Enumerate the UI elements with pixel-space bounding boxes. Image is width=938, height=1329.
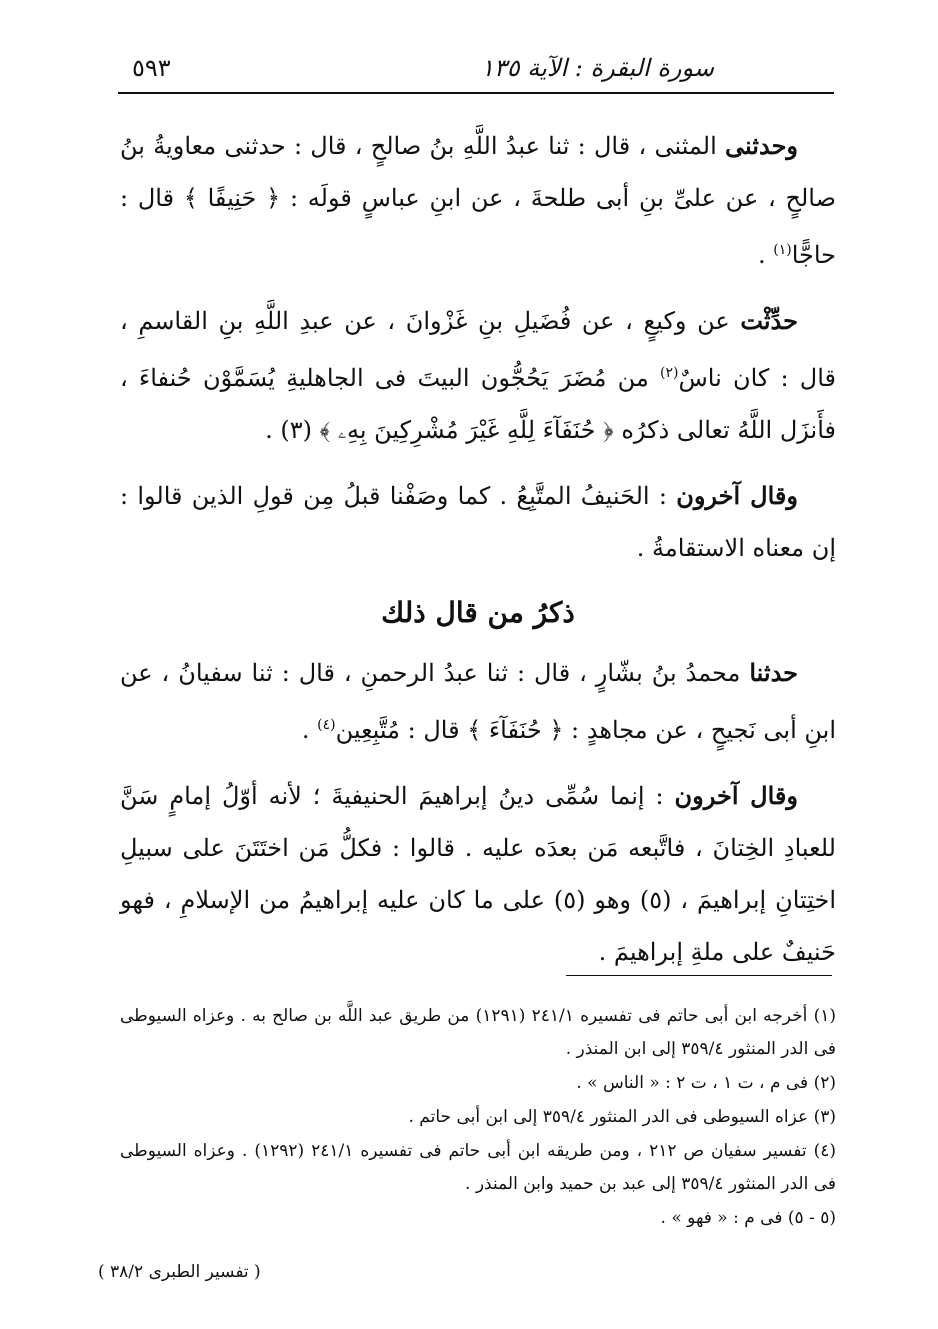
paragraph-3 — [120, 470, 836, 574]
paragraph-lead: وقال آخرون — [676, 481, 798, 510]
paragraph-5 — [120, 770, 836, 978]
paragraph-tail: من مُضَرَ يَحُجُّون البيتَ فى الجاهليةِ يُسَمَّوْن حُنفاءَ ، فأَنزَل اللَّهُ تعالى ذكرُه ﴿ حُنَفَآءَ لِلَّهِ غَيْرَ مُشْرِكِينَ بِهِۦ ﴾ (٣) . — [120, 364, 836, 444]
paragraph-text: محمدُ بنُ بشّارٍ ، قال : ثنا عبدُ الرحمنِ ، قال : ثنا سفيانُ ، عن ابنِ أبى نَجيحٍ ، عن مجاهدٍ : ﴿ حُنَفَآءَ ﴾ قال : مُتَّبِعِين — [120, 659, 836, 744]
footnote-4: (٤) تفسير سفيان ص ٢١٢ ، ومن طريقه ابن أبى حاتم فى تفسيره ٢٤١/١ (١٢٩٢) . وعزاه السيوطى فى الدر المنثور ٣٥٩/٤ إلى عبد بن حميد وابن المنذر . — [120, 1141, 836, 1194]
paragraph-tail: . — [301, 716, 318, 744]
page-number: ٥٩٣ — [132, 54, 171, 82]
footnote-ref: (٢) — [660, 365, 679, 381]
footnote-1: (١) أخرجه ابن أبى حاتم فى تفسيره ٢٤١/١ (١٢٩١) من طريق عبد اللَّه بن صالح به . وعزاه السيوطى فى الدر المنثور ٣٥٩/٤ إلى ابن المنذر . — [120, 1006, 837, 1059]
paragraph-1 — [120, 120, 836, 281]
paragraph-lead: وقال آخرون — [674, 781, 798, 810]
footnote-divider — [566, 975, 832, 976]
paragraph-text: المثنى ، قال : ثنا عبدُ اللَّهِ بنُ صالحٍ ، قال : حدثنى معاويةُ بنُ صالحٍ ، عن علىِّ بنِ أبى طلحةَ ، عن ابنِ عباسٍ قولَه : ﴿ حَنِيفًا ﴾ قال : حاجًّا — [120, 132, 837, 269]
paragraph-lead: وحدثنى — [725, 131, 798, 160]
paragraph-4 — [120, 647, 836, 756]
footnote-3: (٣) عزاه السيوطى فى الدر المنثور ٣٥٩/٤ إلى ابن أبى حاتم . — [408, 1107, 836, 1127]
paragraph-text: : إنما سُمِّى دينُ إبراهيمَ الحنيفيةَ ؛ لأنه أوّلُ إمامٍ سَنَّ للعبادِ الخِتانَ ، فاتَّبعه مَن بعدَه عليه . قالوا : فكلُّ مَن اختَتَنَ على سبيلِ اختِتانِ إبراهيمَ ، (٥) وهو (٥) على ما كان عليه إبراهيمُ من الإسلامِ ، فهو حَنيفٌ على ملةِ إبراهيمَ . — [120, 782, 836, 966]
paragraph-tail: . — [757, 241, 774, 269]
footnote-2: (٢) فى م ، ت ١ ، ت ٢ : « الناس » . — [576, 1073, 836, 1093]
running-title: سورة البقرة : الآية ١٣٥ — [480, 54, 714, 82]
paragraph-text: : الحَنيفُ المتَّبِعُ . كما وصَفْنا قبلُ مِن قولِ الذين قالوا : إن معناه الاستقامةُ . — [120, 482, 836, 562]
section-heading: ذكرُ من قال ذلك — [381, 596, 575, 629]
footnotes — [120, 1000, 836, 1236]
footnote-ref: (١) — [773, 242, 792, 258]
footnote-ref: (٤) — [317, 717, 336, 733]
paragraph-2 — [120, 295, 836, 456]
page-header — [118, 44, 834, 94]
paragraph-lead: حدثنا — [749, 658, 798, 687]
paragraph-text: عن وكيعٍ ، عن فُضَيلِ بنِ غَزْوانَ ، عن عبدِ اللَّهِ بنِ القاسمِ ، قال : كان ناسٌ — [120, 307, 836, 392]
footnote-5: (٥ - ٥) فى م : « فهو » . — [660, 1208, 836, 1228]
volume-reference: ( تفسير الطبرى ٣٨/٢ ) — [98, 1262, 261, 1282]
main-text — [120, 120, 836, 992]
paragraph-lead: حدِّثْت — [740, 306, 798, 335]
